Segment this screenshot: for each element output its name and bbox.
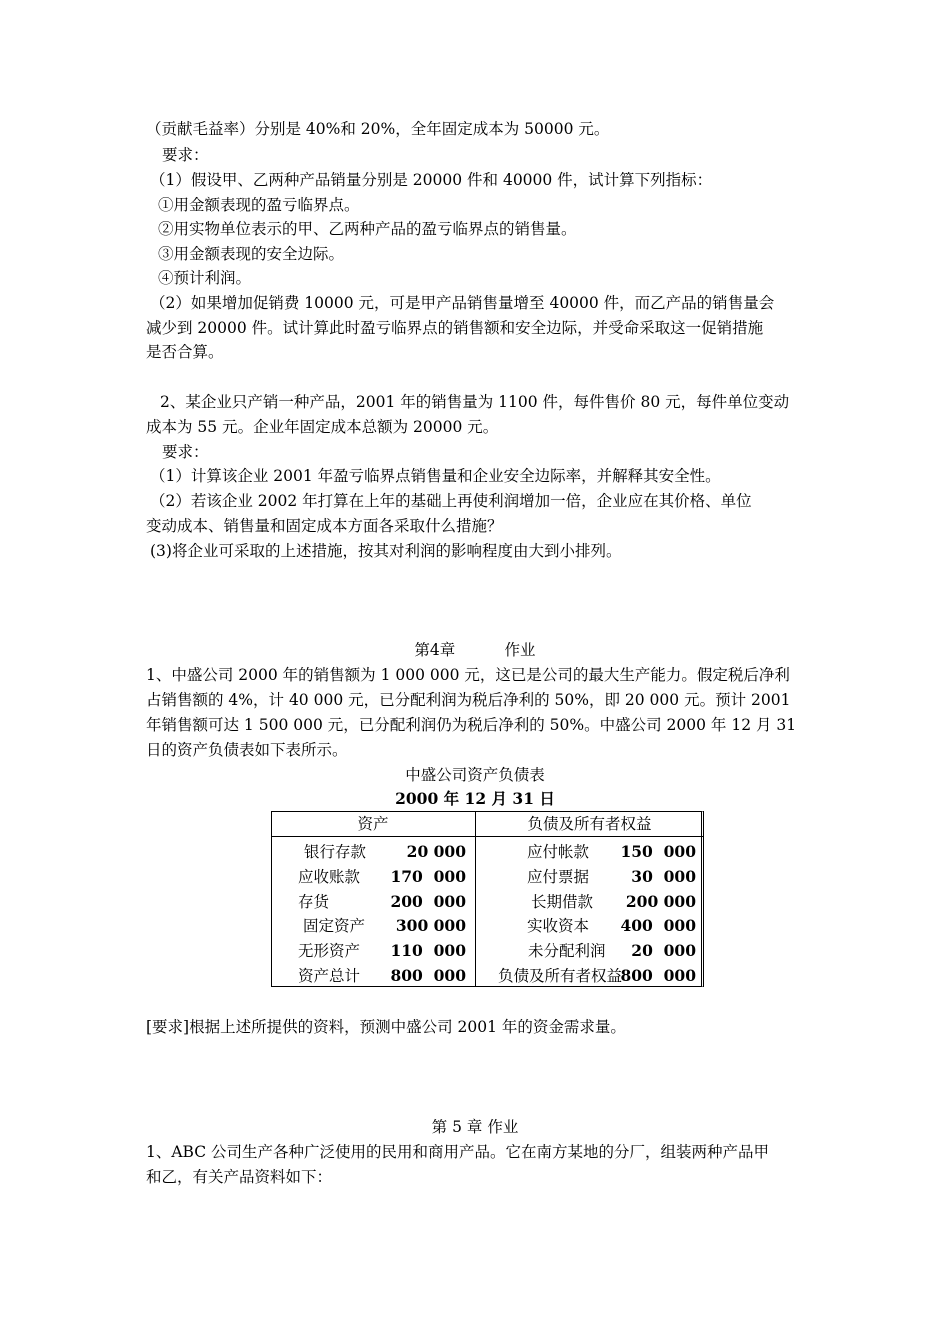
text-line: 变动成本、销售量和固定成本方面各采取什么措施？ (146, 517, 503, 535)
table-header-rule (271, 836, 704, 837)
text-line: ①用金额表现的盈亏临界点。 (158, 196, 360, 214)
table-header-assets: 资产 (357, 815, 389, 833)
text-line: （1）计算该企业 2001 年盈亏临界点销售量和企业安全边际率，并解释其安全性。 (150, 467, 721, 485)
table-title: 中盛公司资产负债表 (405, 766, 545, 784)
liability-value: 30 000 (631, 866, 696, 886)
text-line: 1、中盛公司 2000 年的销售额为 1 000 000 元，这已是公司的最大生产能力。假定税后净利 (146, 666, 790, 684)
requirement-line: [要求]根据上述所提供的资料，预测中盛公司 2001 年的资金需求量。 (146, 1018, 626, 1036)
text-line: 和乙，有关产品资料如下： (146, 1168, 333, 1186)
liability-label: 应付帐款 (527, 843, 590, 861)
asset-value: 170 000 (390, 866, 466, 886)
asset-label: 无形资产 (298, 942, 361, 961)
text-line: (3)将企业可采取的上述措施，按其对利润的影响程度由大到小排列。 (150, 542, 622, 560)
liability-value: 400 000 (620, 916, 696, 936)
text-line: 日的资产负债表如下表所示。 (146, 741, 348, 759)
text-line: 要求： (162, 443, 209, 461)
asset-value: 200 000 (390, 891, 466, 911)
text-line: 占销售额的 4%，计 40 000 元，已分配利润为税后净利的 50%，即 20 000 元。预计 2001 (146, 691, 791, 709)
liability-value: 200 000 (625, 891, 696, 911)
asset-value: 20 000 (406, 842, 466, 861)
text-line: 是否合算。 (146, 343, 224, 361)
asset-value: 110 000 (390, 941, 466, 961)
table-header-liabilities: 负债及所有者权益 (527, 815, 652, 833)
asset-label: 固定资产 (303, 917, 366, 936)
liability-value: 20 000 (631, 941, 696, 961)
chapter-heading: 第 5 章 作业 (431, 1118, 519, 1136)
liability-value: 800 000 (620, 966, 696, 985)
table-date: 2000 年 12 月 31 日 (395, 789, 555, 808)
asset-label: 资产总计 (298, 967, 361, 985)
text-line: ④预计利润。 (158, 269, 252, 287)
text-line: 要求： (162, 146, 209, 164)
text-line: 成本为 55 元。企业年固定成本总额为 20000 元。 (146, 418, 499, 436)
asset-label: 应收账款 (298, 867, 361, 886)
asset-label: 银行存款 (304, 843, 367, 861)
text-line: 减少到 20000 件。试计算此时盈亏临界点的销售额和安全边际，并受命采取这一促销措施 (146, 319, 764, 337)
text-line: 1、ABC 公司生产各种广泛使用的民用和商用产品。它在南方某地的分厂，组装两种产品甲 (146, 1143, 770, 1161)
table-divider (475, 811, 476, 987)
liability-label: 负债及所有者权益 (498, 967, 623, 985)
asset-label: 存货 (298, 892, 330, 911)
liability-label: 应付票据 (527, 867, 590, 886)
text-line: ③用金额表现的安全边际。 (158, 245, 345, 263)
asset-value: 300 000 (395, 916, 466, 936)
text-line: ②用实物单位表示的甲、乙两种产品的盈亏临界点的销售量。 (158, 220, 577, 238)
liability-label: 实收资本 (527, 917, 590, 936)
text-line: （2）若该企业 2002 年打算在上年的基础上再使利润增加一倍，企业应在其价格、单位 (150, 492, 752, 510)
text-line: （2）如果增加促销费 10000 元，可是甲产品销售量增至 40000 件，而乙产品的销售量会 (150, 294, 775, 312)
text-line: （贡献毛益率）分别是 40%和 20%，全年固定成本为 50000 元。 (146, 120, 610, 138)
text-line: 2、某企业只产销一种产品，2001 年的销售量为 1100 件，每件售价 80 元，每件单位变动 (160, 393, 790, 411)
text-line: （1）假设甲、乙两种产品销量分别是 20000 件和 40000 件，试计算下列指标： (150, 171, 713, 189)
liability-label: 长期借款 (531, 892, 594, 911)
chapter-heading: 第4章 作业 (414, 641, 536, 659)
liability-value: 150 000 (620, 842, 696, 861)
liability-label: 未分配利润 (528, 942, 606, 961)
text-line: 年销售额可达 1 500 000 元，已分配利润仍为税后净利的 50%。中盛公司 2000 年 12 月 31 (146, 716, 797, 734)
asset-value: 800 000 (390, 966, 466, 985)
